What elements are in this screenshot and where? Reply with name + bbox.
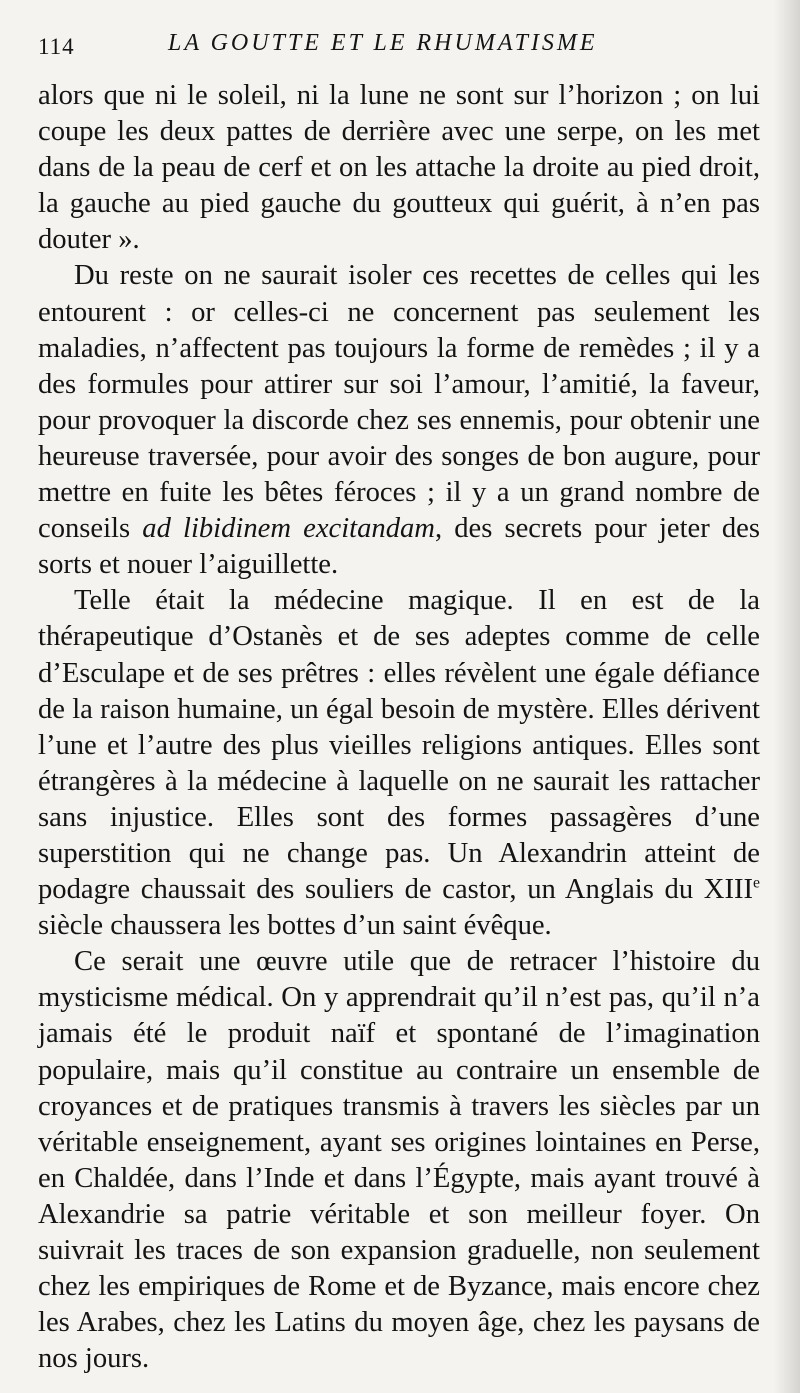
paragraph-text: Ce serait une œuvre utile que de retracer l’histoire du mysticisme médical. On y apprendrait qu’il n’est pas, qu’il n’a jamais été le produit naïf et spontané de l’imagination populaire, mais qu’il constitue au contraire un ensemble de croyances et de pratiques transmis à travers les siècles par un véritable enseignement, ayant ses origines lointaines en Perse, en Chaldée, dans l’Inde et dans l’Égypte, mais ayant trouvé à Alexandrie sa patrie véritable et son meilleur foyer. On suivrait les traces de son expansion graduelle, non seulement chez les empiriques de Rome et de Byzance, mais encore chez les Arabes, chez les Latins du moyen âge, chez les paysans de nos jours. <box>38 946 760 1375</box>
century-numeral: XIII <box>703 874 754 906</box>
paragraph-recettes <box>38 258 760 583</box>
paragraph-continuation <box>38 78 760 258</box>
running-title: LA GOUTTE ET LE RHUMATISME <box>168 30 598 56</box>
body-text <box>38 78 760 1377</box>
paragraph-text-start: Du reste on ne saurait isoler ces recettes de celles qui les entourent : or celles-ci ne concernent pas seulement les maladies, n’affectent pas toujours la forme de remèdes ; il y a des formules pour attirer sur soi l’amour, l’amitié, la faveur, pour provoquer la discorde chez ses ennemis, pour obtenir une heureuse traversée, pour avoir des songes de bon augure, pour mettre en fuite les bêtes féroces ; il y a un grand nombre de conseils <box>38 260 760 545</box>
paragraph-text-end: , des secrets pour jeter des sorts et nouer l’aiguillette. <box>38 513 760 581</box>
paragraph-text-start: Telle était la médecine magique. Il en est de la thérapeutique d’Ostanès et de ses adeptes comme de celle d’Esculape et de ses prêtres : elles révèlent une égale défiance de la raison humaine, un égal besoin de mystère. Elles dérivent l’une et l’autre des plus vieilles religions antiques. Elles sont étrangères à la médecine à laquelle on ne saurait les rattacher sans injustice. Elles sont des formes passagères d’une superstition qui ne change pas. Un Alexandrin atteint de podagre chaussait des souliers de castor, un Anglais du <box>38 585 760 906</box>
paragraph-mysticisme <box>38 944 760 1377</box>
page-number: 114 <box>38 34 75 59</box>
paragraph-medecine-magique <box>38 583 760 944</box>
paragraph-text: alors que ni le soleil, ni la lune ne sont sur l’horizon ; on lui coupe les deux pattes de derrière avec une serpe, on les met dans de la peau de cerf et on les attache la droite au pied droit, la gauche au pied gauche du goutteux qui guérit, à n’en pas douter ». <box>38 80 760 256</box>
paragraph-text-end: siècle chaussera les bottes d’un saint évêque. <box>38 910 552 942</box>
latin-phrase: ad libidinem excitandam <box>142 513 435 545</box>
century-superscript: e <box>753 874 760 892</box>
page-edge-shadow <box>774 0 800 1393</box>
page-header <box>38 30 752 70</box>
